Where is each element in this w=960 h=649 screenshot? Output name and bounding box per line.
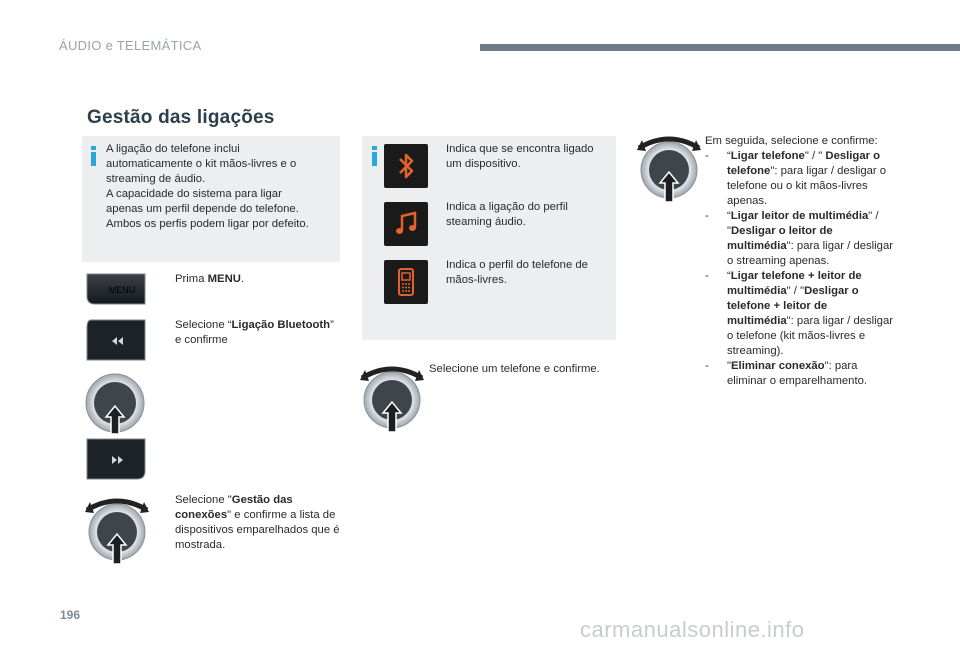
watermark: carmanualsonline.info <box>580 617 805 642</box>
list-dash: - <box>705 270 709 282</box>
list-dash: - <box>705 360 709 372</box>
icons-box <box>362 136 616 340</box>
option-item <box>705 359 893 389</box>
step3-prefix: Selecione " <box>175 494 232 506</box>
info-line: A ligação do telefone inclui <box>106 143 240 155</box>
audio-desc: Indica a ligação do perfil steaming áudio. <box>446 201 568 228</box>
rewind-key-icon <box>85 318 147 362</box>
section-title: ÁUDIO e TELEMÁTICA <box>59 38 202 53</box>
step1-bold: MENU <box>207 273 241 285</box>
knob-press-icon <box>84 372 148 436</box>
step1-suffix: . <box>240 273 245 285</box>
option-text: “Ligar leitor de multimédia" / "Desligar o leitor de multimédia": para ligar / desligar o streaming apenas. <box>727 210 894 267</box>
knob-rotate-icon <box>84 494 150 566</box>
info-line: automaticamente o kit mãos-livres e o <box>106 158 297 170</box>
info-icon <box>370 146 380 166</box>
info-box <box>82 136 340 262</box>
step2-prefix: Selecione “ <box>175 319 232 331</box>
menu-key-label: MENU <box>108 285 136 295</box>
option-text: “Ligar telefone" / " Desligar o telefone": para ligar / desligar o telefone ou o kit mãos-livres apenas. <box>727 150 887 207</box>
phone-status-tile <box>384 260 428 304</box>
bluetooth-icon <box>396 151 416 181</box>
list-dash: - <box>705 150 709 162</box>
knob-rotate-icon <box>359 362 425 434</box>
info-line: A capacidade do sistema para ligar <box>106 188 282 200</box>
step3-text <box>175 493 340 553</box>
mobile-phone-icon <box>397 267 415 297</box>
audio-status-tile <box>384 202 428 246</box>
music-note-icon <box>393 211 419 237</box>
menu-key-icon <box>85 272 147 306</box>
step2-suffix: ” e confirme <box>175 319 334 346</box>
list-dash: - <box>705 210 709 222</box>
page-title: Gestão das ligações <box>87 107 275 128</box>
forward-key-icon <box>85 437 147 481</box>
bluetooth-desc: Indica que se encontra ligado um dispositivo. <box>446 143 594 170</box>
info-line: Ambos os perfis podem ligar por defeito. <box>106 218 309 230</box>
option-text: "Eliminar conexão": para eliminar o emparelhamento. <box>727 360 868 387</box>
info-line: streaming de áudio. <box>106 173 206 185</box>
step2-bold: Ligação Bluetooth <box>231 319 331 331</box>
option-item <box>705 149 893 209</box>
info-icon <box>89 146 99 166</box>
page-number: 196 <box>60 608 81 622</box>
option-item <box>705 209 893 269</box>
option-text: “Ligar telefone + leitor de multimédia" / "Desligar o telefone + leitor de multimédia": para ligar / desligar o telefone (kit mãos-livres e streaming). <box>727 270 894 357</box>
bluetooth-status-tile <box>384 144 428 188</box>
info-line: apenas um perfil depende do telefone. <box>106 203 299 215</box>
option-item <box>705 269 893 359</box>
right-intro: Em seguida, selecione e confirme: <box>705 135 878 147</box>
select-phone-text: Selecione um telefone e confirme. <box>429 363 600 375</box>
right-column <box>705 134 893 389</box>
step1-text <box>175 272 335 287</box>
phone-desc: Indica o perfil do telefone de mãos-livres. <box>446 259 588 286</box>
step2-text <box>175 318 335 348</box>
knob-rotate-icon <box>636 132 702 204</box>
step3-bold: Gestão das conexões <box>175 494 293 521</box>
step3-suffix: " e confirme a lista de dispositivos emparelhados que é mostrada. <box>175 509 340 551</box>
info-text <box>106 142 338 232</box>
header-bar <box>480 44 960 51</box>
step1-prefix: Prima <box>175 273 208 285</box>
